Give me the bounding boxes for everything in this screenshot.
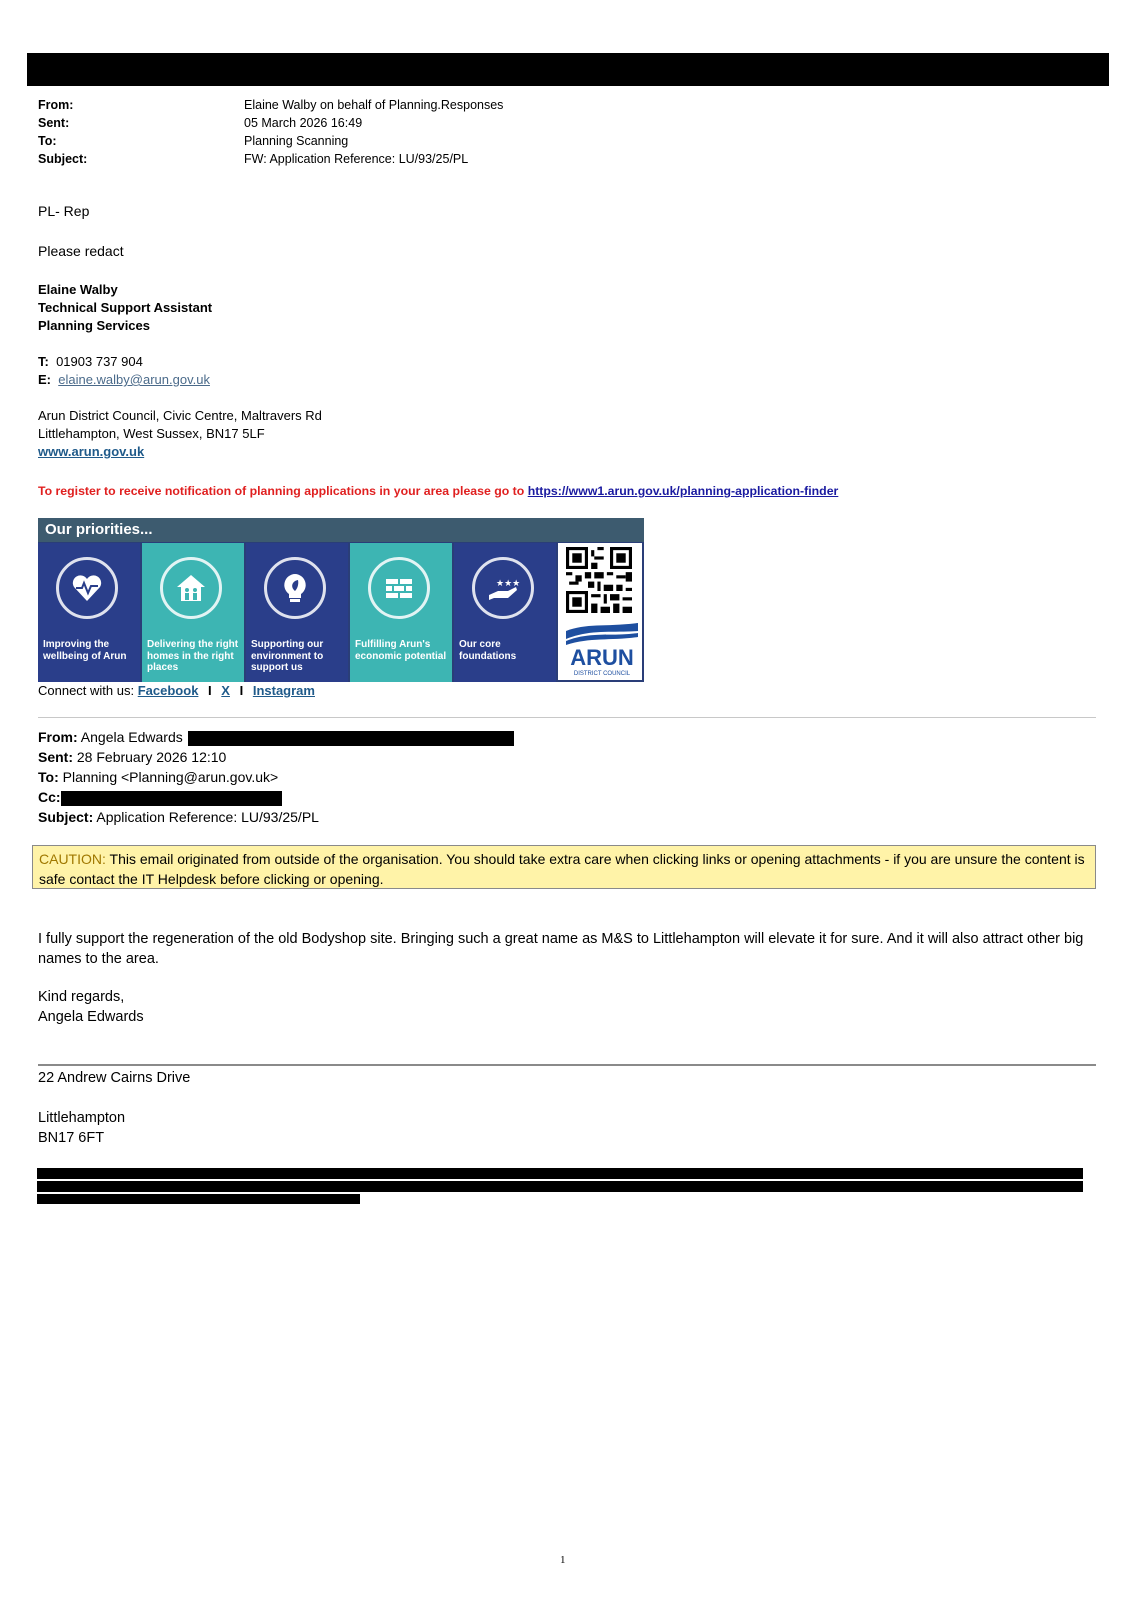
orig-subject-value: Application Reference: LU/93/25/PL (96, 809, 319, 825)
orig-from-label: From: (38, 729, 78, 745)
to-label: To: (38, 134, 57, 148)
priority-tile-homes (142, 543, 244, 682)
heart-pulse-icon (56, 557, 118, 619)
orig-to-label: To: (38, 769, 59, 785)
brick-wall-icon (368, 557, 430, 619)
tile-caption: Our core foundations (459, 639, 517, 662)
redaction-bar-1 (37, 1168, 1083, 1179)
priority-tile-wellbeing (38, 543, 140, 682)
email-label: E: (38, 372, 51, 387)
separator: I (239, 683, 244, 698)
sender-address (38, 1068, 1098, 1148)
instagram-link[interactable]: Instagram (252, 683, 315, 698)
signature-role: Technical Support Assistant (38, 300, 213, 315)
phone-number: 01903 737 904 (56, 354, 143, 369)
address-line-2: Littlehampton, West Sussex, BN17 5LF (38, 426, 265, 441)
signature-block (38, 281, 322, 461)
redaction-cc (61, 791, 282, 806)
subject-label: Subject: (38, 152, 88, 166)
address-divider (38, 1064, 1096, 1066)
message-body (38, 929, 1098, 1027)
arun-logo-icon (566, 621, 638, 677)
subject-value: FW: Application Reference: LU/93/25/PL (244, 152, 469, 166)
redaction-from-email (188, 731, 514, 746)
planning-notice (38, 484, 838, 498)
priority-tile-environment (246, 543, 348, 682)
caution-text: This email originated from outside of the organisation. You should take extra care when clicking links or opening attachments - if you are unsure the content is safe contact the IT Helpdesk before clicking or opening. (39, 851, 1085, 887)
message-paragraph: I fully support the regeneration of the old Bodyshop site. Bringing such a great name as M&S to Littlehampton will elevate it for sure. And it will also attract other big names to the area. (38, 931, 1084, 967)
orig-to-value: Planning <Planning@arun.gov.uk> (62, 769, 279, 785)
svg-text:★★★: ★★★ (496, 579, 520, 589)
tile-caption: Delivering the right homes in the right places (147, 639, 239, 673)
priority-tile-foundations (454, 543, 556, 682)
priorities-banner (38, 518, 644, 682)
address-line-1: Arun District Council, Civic Centre, Maltravers Rd (38, 408, 322, 423)
forward-line-1: PL- Rep (38, 203, 90, 219)
caution-banner (32, 845, 1096, 889)
to-value: Planning Scanning (244, 134, 349, 148)
email-link[interactable]: elaine.walby@arun.gov.uk (58, 372, 210, 387)
redaction-bar-2 (37, 1181, 1083, 1192)
closing: Kind regards, (38, 989, 125, 1005)
orig-sent-value: 28 February 2026 12:10 (76, 749, 227, 765)
family-home-icon (160, 557, 222, 619)
signature-department: Planning Services (38, 318, 150, 333)
orig-from-value: Angela Edwards (80, 729, 183, 745)
tile-caption: Fulfilling Arun's economic potential (355, 639, 447, 662)
divider (38, 717, 1096, 718)
x-link[interactable]: X (221, 683, 230, 698)
planning-finder-link[interactable]: https://www1.arun.gov.uk/planning-application-finder (527, 484, 839, 498)
connect-with-us (38, 683, 315, 698)
tile-caption: Improving the wellbeing of Arun (43, 639, 127, 662)
forward-line-2: Please redact (38, 243, 124, 259)
planning-notice-text: To register to receive notification of planning applications in your area please go to (38, 484, 525, 498)
from-value: Elaine Walby on behalf of Planning.Responses (244, 98, 504, 112)
qr-code-icon[interactable] (566, 547, 632, 613)
signature-name: Elaine Walby (38, 282, 118, 297)
phone-label: T: (38, 354, 49, 369)
address-street: 22 Andrew Cairns Drive (38, 1070, 191, 1086)
separator: I (208, 683, 212, 698)
redaction-bar-top (27, 53, 1109, 86)
arun-logo-tile (558, 543, 642, 680)
priority-tile-economy (350, 543, 452, 682)
logo-text: ARUN (570, 645, 634, 670)
from-label: From: (38, 98, 74, 112)
hand-stars-icon (472, 557, 534, 619)
page-number: 1 (560, 1554, 566, 1566)
website-link[interactable]: www.arun.gov.uk (38, 444, 145, 459)
tile-caption: Supporting our environment to support us (251, 639, 324, 673)
orig-subject-label: Subject: (38, 809, 94, 825)
sender-name: Angela Edwards (38, 1009, 144, 1025)
redaction-bar-3 (37, 1194, 360, 1204)
address-town: Littlehampton (38, 1110, 126, 1126)
facebook-link[interactable]: Facebook (137, 683, 199, 698)
caution-label: CAUTION: (39, 851, 106, 867)
sent-label: Sent: (38, 116, 70, 130)
orig-cc-label: Cc: (38, 789, 61, 805)
banner-heading: Our priorities... (38, 518, 644, 542)
leaf-bulb-icon (264, 557, 326, 619)
forward-email-header (38, 96, 503, 168)
connect-label: Connect with us: (38, 683, 135, 698)
orig-sent-label: Sent: (38, 749, 73, 765)
sent-value: 05 March 2026 16:49 (244, 116, 363, 130)
logo-subtext: DISTRICT COUNCIL (573, 671, 631, 677)
address-postcode: BN17 6FT (38, 1130, 105, 1146)
